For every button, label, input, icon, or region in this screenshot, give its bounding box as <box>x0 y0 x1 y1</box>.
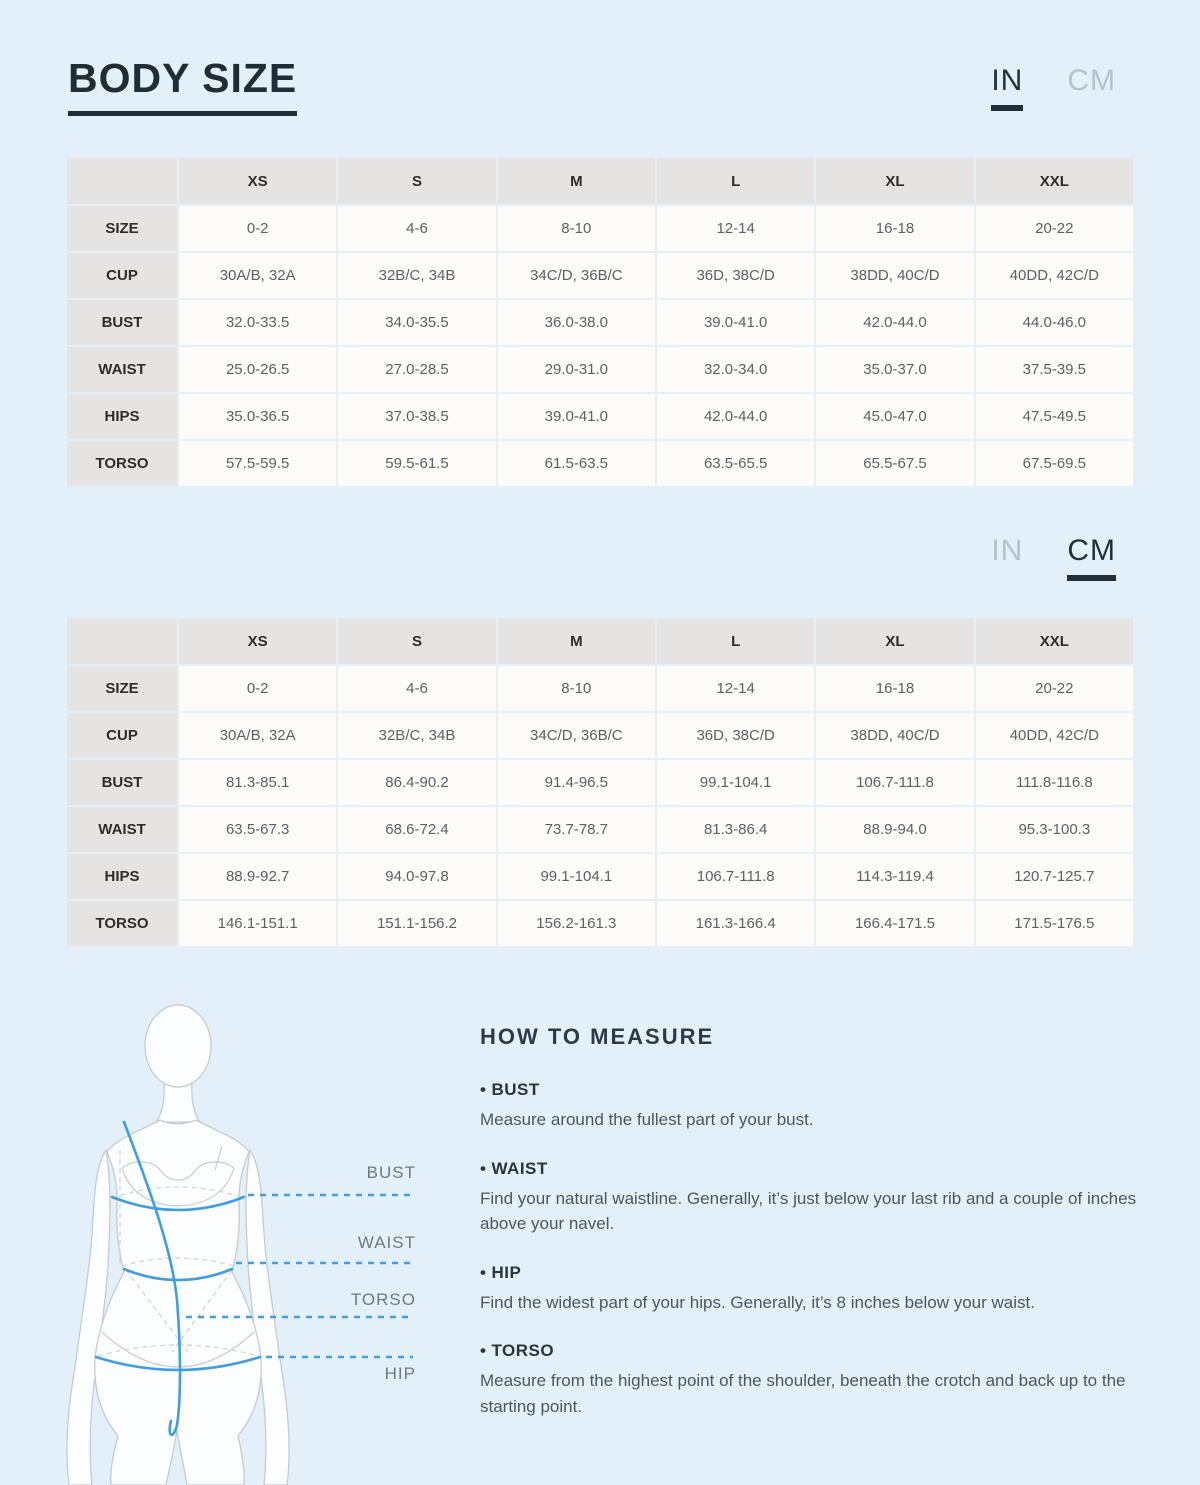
column-header: XS <box>179 618 336 664</box>
table-cell: 36D, 38C/D <box>657 713 814 758</box>
unit-toggle-top <box>991 64 1116 111</box>
measure-item-bust <box>480 1080 1144 1133</box>
table-cell: 34.0-35.5 <box>338 300 495 345</box>
table-cell: 8-10 <box>498 666 655 711</box>
table-cell: 42.0-44.0 <box>816 300 973 345</box>
table-cell: 99.1-104.1 <box>657 760 814 805</box>
unit-cm-button[interactable]: CM <box>1067 64 1116 97</box>
measure-item-label: WAIST <box>491 1158 548 1178</box>
column-header: L <box>657 618 814 664</box>
table-cell: 99.1-104.1 <box>498 854 655 899</box>
table-cell: 57.5-59.5 <box>179 441 336 486</box>
table-corner-cell <box>67 618 177 664</box>
table-cell: 30A/B, 32A <box>179 713 336 758</box>
measure-item-title <box>480 1341 1144 1361</box>
table-cell: 39.0-41.0 <box>498 394 655 439</box>
table-cell: 30A/B, 32A <box>179 253 336 298</box>
table-cell: 40DD, 42C/D <box>976 253 1133 298</box>
measure-item-hip <box>480 1263 1144 1316</box>
table-cell: 20-22 <box>976 206 1133 251</box>
measure-item-torso <box>480 1341 1144 1419</box>
measure-item-title <box>480 1080 1144 1100</box>
column-header: XL <box>816 618 973 664</box>
bullet-icon: • <box>480 1080 487 1099</box>
column-header: M <box>498 158 655 204</box>
table-cell: 36.0-38.0 <box>498 300 655 345</box>
table-row <box>67 901 1133 946</box>
row-header: CUP <box>67 253 177 298</box>
table-cell: 81.3-86.4 <box>657 807 814 852</box>
table-cell: 40DD, 42C/D <box>976 713 1133 758</box>
table-cell: 106.7-111.8 <box>816 760 973 805</box>
table-cell: 114.3-119.4 <box>816 854 973 899</box>
row-header: SIZE <box>67 666 177 711</box>
column-header: M <box>498 618 655 664</box>
row-header: BUST <box>67 300 177 345</box>
table-row <box>67 854 1133 899</box>
table-cell: 94.0-97.8 <box>338 854 495 899</box>
row-header: BUST <box>67 760 177 805</box>
table-cell: 63.5-65.5 <box>657 441 814 486</box>
table-cell: 8-10 <box>498 206 655 251</box>
page-title: BODY SIZE <box>68 55 297 116</box>
measure-item-label: HIP <box>491 1262 522 1282</box>
table-cell: 4-6 <box>338 206 495 251</box>
table-cell: 63.5-67.3 <box>179 807 336 852</box>
measure-item-waist <box>480 1159 1144 1237</box>
column-header: S <box>338 158 495 204</box>
table-cell: 111.8-116.8 <box>976 760 1133 805</box>
table-cell: 120.7-125.7 <box>976 854 1133 899</box>
table-cell: 38DD, 40C/D <box>816 713 973 758</box>
row-header: HIPS <box>67 854 177 899</box>
table-cell: 156.2-161.3 <box>498 901 655 946</box>
size-table-centimeters <box>67 618 1133 946</box>
table-row <box>67 807 1133 852</box>
size-table-inches <box>67 158 1133 486</box>
table-cell: 36D, 38C/D <box>657 253 814 298</box>
table-cell: 27.0-28.5 <box>338 347 495 392</box>
column-header: L <box>657 158 814 204</box>
measure-item-text: Measure around the fullest part of your bust. <box>480 1110 814 1129</box>
row-header: TORSO <box>67 441 177 486</box>
table-cell: 0-2 <box>179 206 336 251</box>
table-cell: 65.5-67.5 <box>816 441 973 486</box>
table-cell: 95.3-100.3 <box>976 807 1133 852</box>
table-cell: 35.0-37.0 <box>816 347 973 392</box>
row-header: WAIST <box>67 347 177 392</box>
table-cell: 45.0-47.0 <box>816 394 973 439</box>
how-to-measure-section <box>480 1024 1144 1445</box>
measure-item-title <box>480 1263 1144 1283</box>
table-header-row <box>67 158 1133 204</box>
row-header: CUP <box>67 713 177 758</box>
table-cell: 32.0-34.0 <box>657 347 814 392</box>
column-header: XXL <box>976 158 1133 204</box>
unit-in-button[interactable]: IN <box>991 64 1023 111</box>
table-cell: 67.5-69.5 <box>976 441 1133 486</box>
table-header-row <box>67 618 1133 664</box>
table-cell: 12-14 <box>657 206 814 251</box>
table-cell: 42.0-44.0 <box>657 394 814 439</box>
table-row <box>67 666 1133 711</box>
table-cell: 29.0-31.0 <box>498 347 655 392</box>
figure-label-hip: HIP <box>384 1364 416 1383</box>
table-cell: 81.3-85.1 <box>179 760 336 805</box>
measure-item-label: TORSO <box>491 1341 555 1360</box>
table-cell: 47.5-49.5 <box>976 394 1133 439</box>
column-header: XS <box>179 158 336 204</box>
table-cell: 12-14 <box>657 666 814 711</box>
table-cell: 38DD, 40C/D <box>816 253 973 298</box>
table-cell: 0-2 <box>179 666 336 711</box>
table-row <box>67 253 1133 298</box>
table-cell: 16-18 <box>816 666 973 711</box>
unit-toggle-bottom <box>991 534 1116 581</box>
measure-item-text: Measure from the highest point of the shoulder, beneath the crotch and back up to the starting point. <box>480 1371 1126 1416</box>
table-cell: 166.4-171.5 <box>816 901 973 946</box>
figure-head <box>145 1005 211 1087</box>
table-row <box>67 760 1133 805</box>
row-header: WAIST <box>67 807 177 852</box>
table-cell: 161.3-166.4 <box>657 901 814 946</box>
table-cell: 35.0-36.5 <box>179 394 336 439</box>
figure-label-waist: WAIST <box>357 1233 416 1252</box>
table-cell: 39.0-41.0 <box>657 300 814 345</box>
table-corner-cell <box>67 158 177 204</box>
table-cell: 88.9-92.7 <box>179 854 336 899</box>
how-to-measure-heading: HOW TO MEASURE <box>480 1024 715 1049</box>
measure-item-text: Find the widest part of your hips. Generally, it’s 8 inches below your waist. <box>480 1292 1035 1312</box>
table-cell: 4-6 <box>338 666 495 711</box>
table-cell: 37.5-39.5 <box>976 347 1133 392</box>
table-cell: 68.6-72.4 <box>338 807 495 852</box>
table-cell: 44.0-46.0 <box>976 300 1133 345</box>
table-cell: 91.4-96.5 <box>498 760 655 805</box>
table-cell: 32.0-33.5 <box>179 300 336 345</box>
table-cell: 106.7-111.8 <box>657 854 814 899</box>
table-row <box>67 713 1133 758</box>
bullet-icon: • <box>480 1158 487 1178</box>
row-header: TORSO <box>67 901 177 946</box>
table-cell: 34C/D, 36B/C <box>498 253 655 298</box>
table-cell: 171.5-176.5 <box>976 901 1133 946</box>
table-cell: 16-18 <box>816 206 973 251</box>
table-cell: 151.1-156.2 <box>338 901 495 946</box>
table-cell: 88.9-94.0 <box>816 807 973 852</box>
measure-item-label: BUST <box>491 1080 540 1099</box>
table-cell: 20-22 <box>976 666 1133 711</box>
table-row <box>67 441 1133 486</box>
unit-in-button[interactable]: IN <box>991 534 1024 567</box>
table-cell: 25.0-26.5 <box>179 347 336 392</box>
table-row <box>67 206 1133 251</box>
table-row <box>67 394 1133 439</box>
unit-cm-button[interactable]: CM <box>1067 534 1116 581</box>
row-header: SIZE <box>67 206 177 251</box>
table-cell: 34C/D, 36B/C <box>498 713 655 758</box>
row-header: HIPS <box>67 394 177 439</box>
table-cell: 59.5-61.5 <box>338 441 495 486</box>
table-cell: 86.4-90.2 <box>338 760 495 805</box>
table-row <box>67 347 1133 392</box>
table-row <box>67 300 1133 345</box>
column-header: XL <box>816 158 973 204</box>
measure-item-text: Find your natural waistline. Generally, it’s just below your last rib and a couple of inches above your navel. <box>480 1188 1137 1233</box>
table-cell: 37.0-38.5 <box>338 394 495 439</box>
column-header: S <box>338 618 495 664</box>
bullet-icon: • <box>480 1262 487 1282</box>
figure-label-torso: TORSO <box>350 1290 416 1309</box>
column-header: XXL <box>976 618 1133 664</box>
measure-item-title <box>480 1159 1144 1179</box>
table-cell: 146.1-151.1 <box>179 901 336 946</box>
table-cell: 73.7-78.7 <box>498 807 655 852</box>
table-cell: 32B/C, 34B <box>338 713 495 758</box>
figure-label-bust: BUST <box>366 1163 416 1182</box>
table-cell: 61.5-63.5 <box>498 441 655 486</box>
bullet-icon: • <box>480 1341 487 1360</box>
table-cell: 32B/C, 34B <box>338 253 495 298</box>
